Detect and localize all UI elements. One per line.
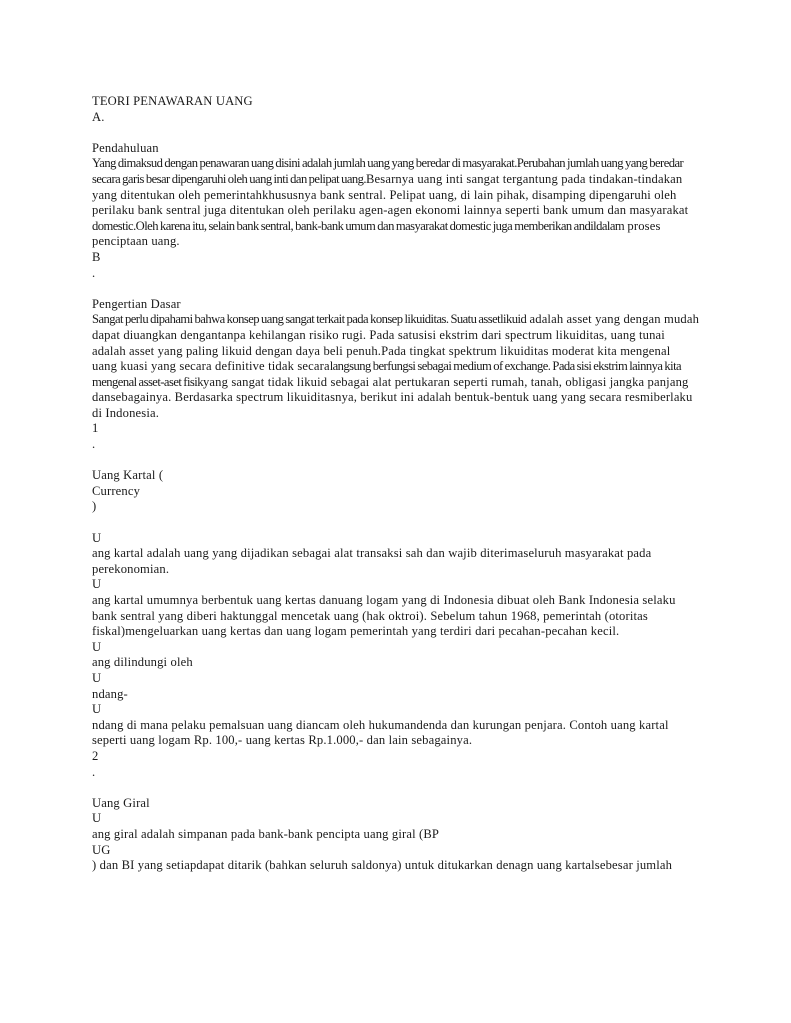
paragraph-line xyxy=(92,328,702,344)
paragraph-line: ) dan BI yang setiapdapat ditarik (bahkan seluruh saldonya) untuk ditukarkan denagn uang kartalsebesar jumlah xyxy=(92,858,673,873)
paragraph-line: U xyxy=(92,670,102,685)
subsection-1-heading: Uang Kartal ( xyxy=(92,468,164,483)
paragraph-line: seperti uang logam Rp. 100,- uang kertas Rp.1.000,- dan lain sebagainya. xyxy=(92,733,473,748)
paragraph-line xyxy=(92,172,702,188)
paragraph-line: U xyxy=(92,639,102,654)
text-run: di Indonesia. xyxy=(92,405,160,420)
text-run: yang ditentukan oleh pemerintahkhususnya bank sentral. Pelipat uang, di lain pihak, disamping dipengaruhi oleh xyxy=(92,187,677,202)
section-b-paragraph xyxy=(92,312,702,421)
paragraph-line: U xyxy=(92,577,102,592)
paragraph-line: U xyxy=(92,702,102,717)
text-run: penciptaan uang. xyxy=(92,234,180,249)
paragraph-line xyxy=(92,406,702,422)
spacer xyxy=(92,125,702,141)
section-a-paragraph xyxy=(92,156,702,250)
condensed-text: mengenal asset-aset fisik xyxy=(92,374,203,389)
subsection-2-body xyxy=(92,811,702,873)
subsection-1-dot: . xyxy=(92,437,96,452)
paragraph-line xyxy=(92,219,702,235)
paragraph-line xyxy=(92,359,702,375)
document-page xyxy=(92,94,702,874)
paragraph-line: U xyxy=(92,530,102,545)
text-run: adalah asset yang dengan mudah xyxy=(526,312,700,327)
subsection-2-heading: Uang Giral xyxy=(92,795,150,810)
condensed-text: langsung berfungsi sebagai medium of exchange. Pada sisi ekstrim lainnya kita xyxy=(329,359,682,374)
paragraph-line: ndang- xyxy=(92,686,128,701)
paragraph-line: U xyxy=(92,811,102,826)
spacer xyxy=(92,453,702,469)
paragraph-line: ndang di mana pelaku pemalsuan uang diancam oleh hukumandenda dan kurungan penjara. Contoh uang kartal xyxy=(92,717,669,732)
paragraph-line: ang kartal adalah uang yang dijadikan sebagai alat transaksi sah dan wajib diterimaseluruh masyarakat pada xyxy=(92,546,652,561)
paragraph-line xyxy=(92,234,702,250)
section-a-marker: A. xyxy=(92,109,105,124)
paragraph-line: fiskal)mengeluarkan uang kertas dan uang logam pemerintah yang terdiri dari pecahan-pecahan kecil. xyxy=(92,624,620,639)
subsection-1-heading: ) xyxy=(92,499,97,514)
section-b-heading: Pengertian Dasar xyxy=(92,296,181,311)
subsection-2-dot: . xyxy=(92,764,96,779)
condensed-text: secara garis besar dipengaruhi oleh uang inti dan pelipat uang. xyxy=(92,171,366,186)
text-run: yang sangat tidak likuid sebagai alat pertukaran seperti rumah, tanah, obligasi jangka panjang xyxy=(202,374,689,389)
spacer xyxy=(92,281,702,297)
paragraph-line xyxy=(92,312,702,328)
section-a-heading: Pendahuluan xyxy=(92,140,159,155)
paragraph-line xyxy=(92,203,702,219)
text-run: dansebagainya. Berdasarka spectrum likuiditasnya, berikut ini adalah bentuk-bentuk uang yang secara resmiberlaku xyxy=(92,390,693,405)
paragraph-line: UG xyxy=(92,842,111,857)
paragraph-line: perekonomian. xyxy=(92,561,170,576)
paragraph-line xyxy=(92,375,702,391)
spacer xyxy=(92,780,702,796)
paragraph-line xyxy=(92,390,702,406)
text-run: dapat diuangkan dengantanpa kehilangan risiko rugi. Pada satusisi ekstrim dari spectrum likuiditas, uang tunai xyxy=(92,327,665,342)
paragraph-line: ang dilindungi oleh xyxy=(92,655,193,670)
paragraph-line xyxy=(92,344,702,360)
document-title: TEORI PENAWARAN UANG xyxy=(92,94,253,108)
text-run: perilaku bank sentral juga ditentukan oleh perilaku agen-agen ekonomi lainnya seperti bank umum dan masyarakat xyxy=(92,203,689,218)
condensed-text: domestic.Oleh karena itu, selain bank sentral, bank-bank umum dan masyarakat domestic juga memberikan andildalam xyxy=(92,218,625,233)
text-run: adalah asset yang paling likuid dengan daya beli penuh.Pada tingkat spektrum likuiditas moderat kita mengenal xyxy=(92,343,671,358)
subsection-1-number: 1 xyxy=(92,421,99,436)
section-b-marker-dot: . xyxy=(92,265,96,280)
paragraph-line xyxy=(92,156,702,172)
text-run: Besarnya uang inti sangat tergantung pada tindakan-tindakan xyxy=(365,171,683,186)
paragraph-line xyxy=(92,188,702,204)
paragraph-line: ang kartal umumnya berbentuk uang kertas danuang logam yang di Indonesia dibuat oleh Bank Indonesia selaku xyxy=(92,593,676,607)
text-run: uang kuasi yang secara definitive tidak secara xyxy=(92,359,330,374)
condensed-text: Yang dimaksud dengan penawaran uang disini adalah jumlah uang yang beredar di masyarakat.Perubahan jumlah uang yang beredar xyxy=(92,156,684,171)
paragraph-line: ang giral adalah simpanan pada bank-bank pencipta uang giral (BP xyxy=(92,826,440,841)
section-b-marker-letter: B xyxy=(92,249,101,264)
subsection-1-body xyxy=(92,531,702,749)
paragraph-line: bank sentral yang diberi haktunggal mencetak uang (hak oktroi). Sebelum tahun 1968, pemerintah (otoritas xyxy=(92,608,648,623)
spacer xyxy=(92,515,702,531)
condensed-text: Sangat perlu dipahami bahwa konsep uang sangat terkait pada konsep likuiditas. Suatu assetlikuid xyxy=(92,312,527,327)
subsection-1-heading: Currency xyxy=(92,483,141,498)
text-run: proses xyxy=(624,218,661,233)
subsection-2-number: 2 xyxy=(92,748,99,763)
